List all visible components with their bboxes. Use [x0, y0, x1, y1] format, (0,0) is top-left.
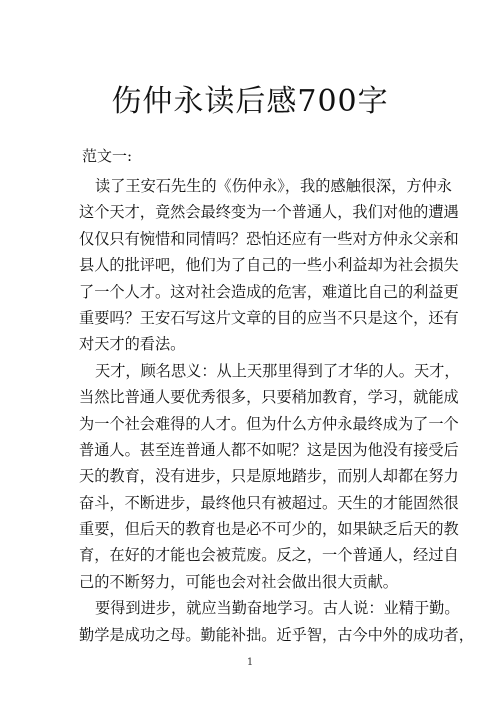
text-line: 己的不断努力，可能也会对社会做出很大贡献。 — [79, 572, 398, 591]
text-line: 这个天才，竟然会最终变为一个普通人，我们对他的遭遇 — [79, 203, 459, 222]
text-line: 对天才的看法。 — [79, 335, 186, 354]
text-line: 了一个人才。这对社会造成的危害，难道比自己的利益更 — [79, 282, 459, 301]
text-line: 天才，顾名思义：从上天那里得到了才华的人。天才， — [95, 361, 460, 380]
text-line: 读了王安石先生的《伤仲永》，我的感触很深，方仲永 — [95, 177, 452, 195]
body-text — [79, 173, 474, 648]
section-label: 范文一: — [82, 147, 133, 165]
text-line: 普通人。甚至连普通人都不如呢？这是因为他没有接受后 — [79, 440, 459, 459]
text-line: 为一个社会难得的人才。但为什么方仲永最终成为了一个 — [79, 414, 459, 433]
page-number: 1 — [246, 657, 254, 668]
text-line: 仅仅只有惋惜和同情吗？恐怕还应有一些对方仲永父亲和 — [79, 229, 459, 248]
text-line: 重要吗？王安石写这片文章的目的应当不只是这个，还有 — [79, 308, 459, 327]
text-line: 要得到进步，就应当勤奋地学习。古人说：业精于勤。 — [95, 599, 460, 618]
text-line: 育，在好的才能也会被荒废。反之，一个普通人，经过自 — [79, 546, 459, 565]
text-line: 天的教育，没有进步，只是原地踏步，而别人却都在努力 — [79, 467, 459, 486]
text-line: 勤学是成功之母。勤能补拙。近乎智，古今中外的成功者， — [79, 625, 474, 644]
text-line: 奋斗，不断进步，最终他只有被超过。天生的才能固然很 — [79, 493, 459, 512]
page-title: 伤仲永读后感700字 — [111, 84, 389, 119]
text-line: 重要，但后天的教育也是必不可少的，如果缺乏后天的教 — [79, 520, 459, 539]
text-line: 当然比普通人要优秀很多，只要稍加教育，学习，就能成 — [79, 388, 459, 407]
text-line: 县人的批评吧，他们为了自己的一些小利益却为社会损失 — [79, 256, 459, 275]
